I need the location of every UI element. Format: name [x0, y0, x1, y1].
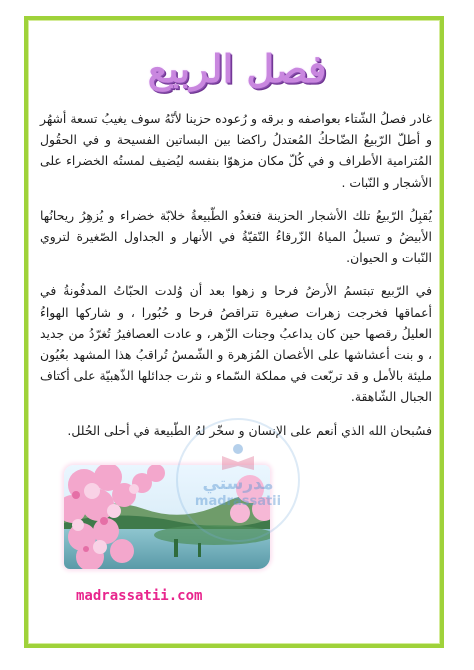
paragraph-1: غادر فصلُ الشّتاء بعواصفه و برقه و رُعوده حزينا لأنّهُ سوف يغيبُ تسعة أشهُر و أطلّ الرّبيعُ الضّاحكُ المُعتدلُ راكضا بين البساتين الفسيحة و في الحقُول المُترامية الأطراف و في كُلّ مكان مزهوّا بنفسه ليُضيف لمستُه الخضراء على الأشجار و النّبات . — [40, 111, 432, 190]
paragraph-3: في الرّبيع تبتسمُ الأرضُ فرحا و زهوا بعد أن وُلدت الحبّاتُ المدفُونةُ في أعماقها فخرجت زهرات صغيرة تتراقصُ فرحا و حُبُورا ، و شاركها الهواءُ العليلُ رقصها حين كان يداعبُ وجنات الزّهر، و عادت العصافيرُ تُغرّدُ من جديد ، و بنت أعشاشها على الأغصان المُزهرة و الشّمسُ تُراقبُ هذا المشهد بعُيُون مليئة بالأمل و قد تربّعت في مملكة السّماء و نثرت جدائلها الذّهبيّة على أكتاف الجبال الشّاهقة. — [40, 283, 432, 405]
spring-landscape-image — [64, 465, 270, 569]
page-title: فصل الربيع — [147, 46, 327, 91]
paragraph-4: فسُبحان الله الذي أنعم على الإنسان و سخّر لهُ الطّبيعة في أحلى الحُلل. — [67, 422, 432, 438]
site-url[interactable]: madrassatii.com — [76, 588, 203, 604]
watermark-arabic: مدرستي — [202, 473, 274, 494]
paragraph-2: يُقبِلُ الرّبيعُ تلك الأشجار الحزينة فتغدُو الطّبيعةُ خلابّة خضراء و يُزهِرُ ريحانُها الأبيضُ و تسيلُ المياهُ الزّرقاءُ النّقيّةُ في الأنهار و الجداول الصّغيرة لتروي النّبات و الحيوان. — [40, 207, 432, 266]
article-body — [40, 108, 432, 453]
watermark-latin: madrassatii — [194, 493, 282, 509]
spring-landscape-photo — [64, 465, 270, 569]
